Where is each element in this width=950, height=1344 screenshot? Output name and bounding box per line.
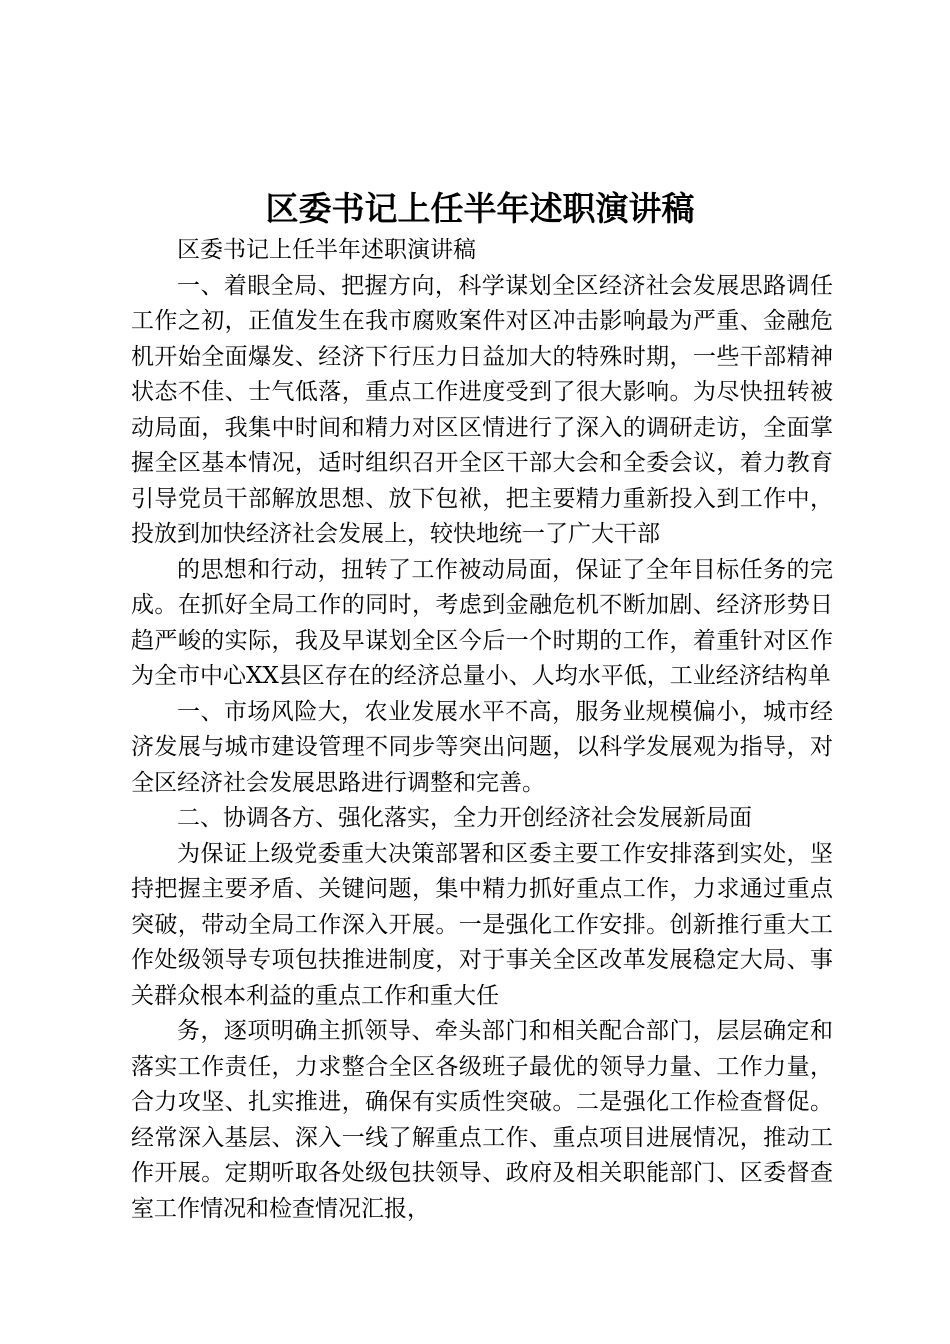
document-title: 区委书记上任半年述职演讲稿 <box>265 189 695 228</box>
paragraph-6: 为保证上级党委重大决策部署和区委主要工作安排落到实处，坚持把握主要矛盾、关键问题，集中精力抓好重点工作，力求通过重点突破，带动全局工作深入开展。一是强化工作安排。创新推行重大工作处级领导专项包扶推进制度，对于事关全区改革发展稳定大局、事关群众根本利益的重点工作和重大任 <box>131 840 833 1009</box>
paragraph-1: 区委书记上任半年述职演讲稿 <box>177 237 476 263</box>
paragraph-7: 务，逐项明确主抓领导、牵头部门和相关配合部门，层层确定和落实工作责任，力求整合全区各级班子最优的领导力量、工作力量，合力攻坚、扎实推进，确保有实质性突破。二是强化工作检查督促。经常深入基层、深入一线了解重点工作、重点项目进展情况，推动工作开展。定期听取各处级包扶领导、政府及相关职能部门、区委督查室工作情况和检查情况汇报， <box>131 1018 833 1222</box>
paragraph-4: 一、市场风险大，农业发展水平不高，服务业规模偏小，城市经济发展与城市建设管理不同步等突出问题，以科学发展观为指导，对全区经济社会发展思路进行调整和完善。 <box>131 698 833 796</box>
document-body <box>131 233 833 1227</box>
paragraph-5: 二、协调各方、强化落实，全力开创经济社会发展新局面 <box>177 805 752 831</box>
paragraph-2: 一、着眼全局、把握方向，科学谋划全区经济社会发展思路调任工作之初，正值发生在我市腐败案件对区冲击影响最为严重、金融危机开始全面爆发、经济下行压力日益加大的特殊时期，一些干部精神状态不佳、士气低落，重点工作进度受到了很大影响。为尽快扭转被动局面，我集中时间和精力对区区情进行了深入的调研走访，全面掌握全区基本情况，适时组织召开全区干部大会和全委会议，着力教育引导党员干部解放思想、放下包袱，把主要精力重新投入到工作中，投放到加快经济社会发展上，较快地统一了广大干部 <box>131 272 833 547</box>
paragraph-3: 的思想和行动，扭转了工作被动局面，保证了全年目标任务的完成。在抓好全局工作的同时，考虑到金融危机不断加剧、经济形势日趋严峻的实际，我及早谋划全区今后一个时期的工作，着重针对区作为全市中心XX县区存在的经济总量小、人均水平低，工业经济结构单 <box>131 556 833 689</box>
